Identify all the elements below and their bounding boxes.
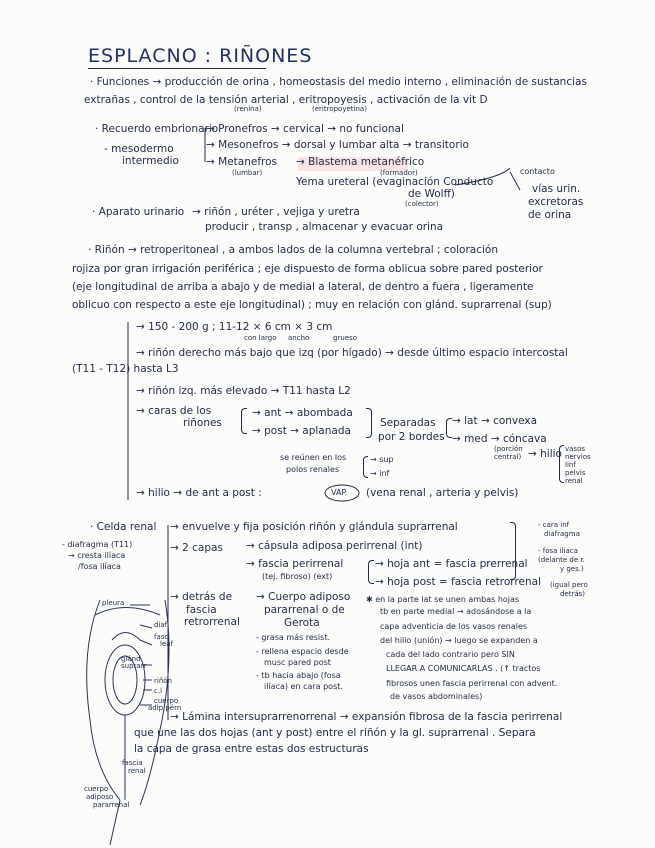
diagram-label-rinon: riñón (154, 677, 172, 685)
nota-parte-3: capa adventicia de los vasos renales (380, 622, 528, 631)
aparato-line-1: → riñón , uréter , vejiga y uretra (192, 206, 360, 218)
caras-brace (241, 408, 247, 434)
separadas-line-1: Separadas (380, 417, 436, 429)
title-underline (88, 68, 266, 69)
vasos-item-4: renal (565, 477, 583, 485)
tejido-fibroso: (tej. fibroso) (ext) (262, 572, 333, 581)
vasos-item-1: nervios (565, 453, 591, 461)
tb-abajo-2: ilíaca) en cara post. (264, 682, 343, 691)
tb-abajo-1: - tb hacia abajo (fosa (256, 671, 341, 680)
note-eritropoyetina: (eritropoyetina) (312, 105, 367, 113)
nota-parte-1: ✱ en la parte lat se unen ambas hojas (366, 595, 520, 604)
vias-line-1: vías urin. (532, 183, 581, 195)
diagram-label-cuerpo-1: cuerpo (154, 697, 179, 705)
igual-pero-1: (igual pero (550, 581, 588, 589)
cuerpo-adiposo-3: Gerota (284, 617, 320, 629)
recuerdo-label: · Recuerdo embrionario (95, 123, 219, 135)
diagram-label-pleura: pleura (102, 599, 125, 607)
caras-label-1: → caras de los (136, 405, 212, 417)
polo-inf: → inf (370, 469, 390, 478)
vasos-item-3: pelvis (565, 469, 586, 477)
dim-ancho: ancho (288, 334, 310, 342)
note-renina: (renina) (234, 105, 262, 113)
vap-badge: VAP (331, 488, 347, 497)
nota-parte-5: cada del lado contrario pero SIN (386, 650, 515, 659)
fosa-iliaca-2: (delante de r. (538, 556, 585, 564)
vasos-brace (559, 445, 564, 483)
vias-line-3: de orina (528, 209, 572, 221)
nota-parte-6: LLEGAR A COMUNICARLAS . (↑ tractos (386, 664, 541, 673)
rinon-paragraph-1: · Riñón → retroperitoneal , a ambos lados de la columna vertebral ; coloración (88, 244, 498, 256)
grasa-resistente: - grasa más resist. (256, 633, 330, 642)
funciones-line-2: extrañas , control de la tensión arterial , eritropoyesis , activación de la vit D (84, 94, 488, 106)
porcion-2: central) (494, 453, 522, 461)
separadas-brace (366, 408, 372, 438)
vasos-item-2: linf (565, 461, 576, 469)
diafragma-note: - diafragma (T11) (62, 540, 133, 549)
rinon-dimensions: → 150 - 200 g ; 11-12 × 6 cm × 3 cm (136, 321, 333, 333)
caras-label-2: riñones (183, 417, 222, 429)
cara-inf-2: diafragma (544, 530, 580, 538)
detras-fascia: fascia (186, 604, 217, 616)
diagram-label-fasc-1: fasc (154, 633, 169, 641)
rinon-derecho-line: → riñón derecho más bajo que izq (por hígado) → desde último espacio intercostal (136, 347, 568, 359)
wolff-line: de Wolff) (408, 188, 455, 200)
rinon-paragraph-2: rojiza por gran irrigación periférica ; eje dispuesto de forma oblicua sobre pared posterior (72, 263, 543, 275)
polos-line-2: polos renales (286, 465, 340, 474)
diagram-label-bottom-2: adiposo (86, 793, 114, 801)
lamina-line-1: → Lámina intersuprarrenorrenal → expansión fibrosa de la fascia perirrenal (170, 711, 563, 723)
polo-sup: → sup (370, 455, 394, 464)
diagram-label-fascia-1: fascia (122, 759, 143, 767)
dim-largo: con largo (244, 334, 277, 342)
lamina-line-3: la capa de grasa entre estas dos estructuras (134, 743, 369, 755)
celda-label: · Celda renal (90, 521, 157, 533)
separadas-line-2: por 2 bordes (378, 431, 445, 443)
contacto-note: contacto (520, 167, 555, 176)
mesonefros-line: → Mesonefros → dorsal y lumbar alta → transitorio (206, 139, 469, 151)
polos-brace (363, 456, 368, 478)
vena-arteria-pelvis: (vena renal , arteria y pelvis) (366, 487, 519, 499)
yema-line: Yema ureteral (evaginación Conducto (296, 176, 494, 188)
rellena-2: musc pared post (264, 658, 331, 667)
lamina-line-2: que une las dos hojas (ant y post) entre el riñón y la gl. suprarrenal . Separa (134, 727, 536, 739)
vasos-item-0: vasos (565, 445, 586, 453)
borde-med: → med → cóncava (452, 433, 547, 445)
mesodermo-line-2: intermedio (122, 155, 179, 167)
nota-parte-2: tb en parte medial → adosándose a la (380, 607, 532, 616)
fosa-iliaca-1: - fosa ilíaca (538, 547, 578, 555)
cresta-note: → cresta ilíaca (68, 551, 126, 560)
pronefros-line: → Pronefros → cervical → no funcional (206, 123, 404, 135)
hilio-line: → hilio → de ant a post : (136, 487, 262, 499)
hilio-label: → hilio (528, 448, 562, 460)
diagram-label-fasc-2: leaf (160, 640, 174, 648)
dim-grueso: grueso (333, 334, 357, 342)
funciones-line-1: · Funciones → producción de orina , homeostasis del medio interno , eliminación de sustancias (90, 76, 587, 88)
aparato-label: · Aparato urinario (92, 206, 185, 218)
detras-de: → detrás de (170, 591, 233, 603)
cara-ant: → ant → abombada (252, 407, 353, 419)
aparato-line-2: producir , transp , almacenar y evacuar orina (205, 221, 444, 233)
diagram-label-gland-2: suprarr (121, 662, 147, 670)
cara-inf-1: - cara inf (538, 521, 570, 529)
rellena-1: - rellena espacio desde (256, 647, 349, 656)
nota-parte-7: fibrosos unen fascia perirrenal con advent. (386, 679, 558, 688)
lumbar-note: (lumbar) (232, 169, 263, 177)
rinon-paragraph-3: (eje longitudinal de arriba a abajo y de medial a lateral, de dentro a fuera , ligeramente (72, 281, 534, 293)
dos-capas: → 2 capas (170, 542, 223, 554)
hoja-post: → hoja post = fascia retrorrenal (375, 576, 541, 588)
nota-parte-8: de vasos abdominales) (390, 692, 483, 701)
mesodermo-line-1: - mesodermo (104, 143, 174, 155)
fascia-perirrenal: → fascia perirrenal (246, 558, 344, 570)
capsula-adiposa: → cápsula adiposa perirrenal (int) (246, 540, 423, 552)
formador-note: (formador) (380, 169, 418, 177)
metanefros-line: → Metanefros (206, 156, 277, 168)
vias-line-2: excretoras (528, 196, 584, 208)
fosa-iliaca-note: /fosa ilíaca (78, 562, 121, 571)
cuerpo-adiposo-2: pararrenal o de (264, 604, 345, 616)
detras-retrorrenal: retrorrenal (184, 616, 240, 628)
diagram-label-bottom-1: cuerpo (84, 785, 109, 793)
rinon-t11-line: (T11 - T12) hasta L3 (72, 363, 179, 375)
hojas-brace (368, 560, 374, 584)
porcion-1: (porción (494, 445, 523, 453)
polos-line-1: se reúnen en los (280, 453, 347, 462)
rinon-izq-line: → riñón izq. más elevado → T11 hasta L2 (136, 385, 351, 397)
fosa-iliaca-3: y ges.) (560, 565, 584, 573)
cuerpo-adiposo-1: → Cuerpo adiposo (256, 591, 351, 603)
igual-pero-2: detrás) (560, 590, 586, 598)
diagram-label-fascia-2: renal (128, 767, 146, 775)
rinon-paragraph-4: oblicuo con respecto a este eje longitudinal) ; muy en relación con glánd. suprarrenal (sup) (72, 299, 552, 311)
celda-right-brace (510, 522, 516, 580)
colector-note: (colector) (405, 200, 439, 208)
diagram-label-gland-1: glánd (121, 655, 141, 663)
cara-post: → post → aplanada (252, 425, 351, 437)
nota-parte-4: del hilio (unión) → luego se expanden a (380, 636, 538, 645)
blastema-line: → Blastema metanéfrico (296, 156, 425, 168)
celda-envuelve: → envuelve y fija posición riñón y glándula suprarrenal (170, 521, 458, 533)
diagram-label-bottom-3: pararrenal (93, 801, 130, 809)
page-title: ESPLACNO : RIÑONES (88, 45, 313, 67)
borde-lat: → lat → convexa (452, 415, 538, 427)
hoja-ant: → hoja ant = fascia prerrenal (375, 558, 528, 570)
diagram-label-cl: c.l (154, 687, 163, 695)
diagram-label-cuerpo-2: adip pérn (148, 704, 182, 712)
diagram-label-diaf: diaf (154, 621, 168, 629)
